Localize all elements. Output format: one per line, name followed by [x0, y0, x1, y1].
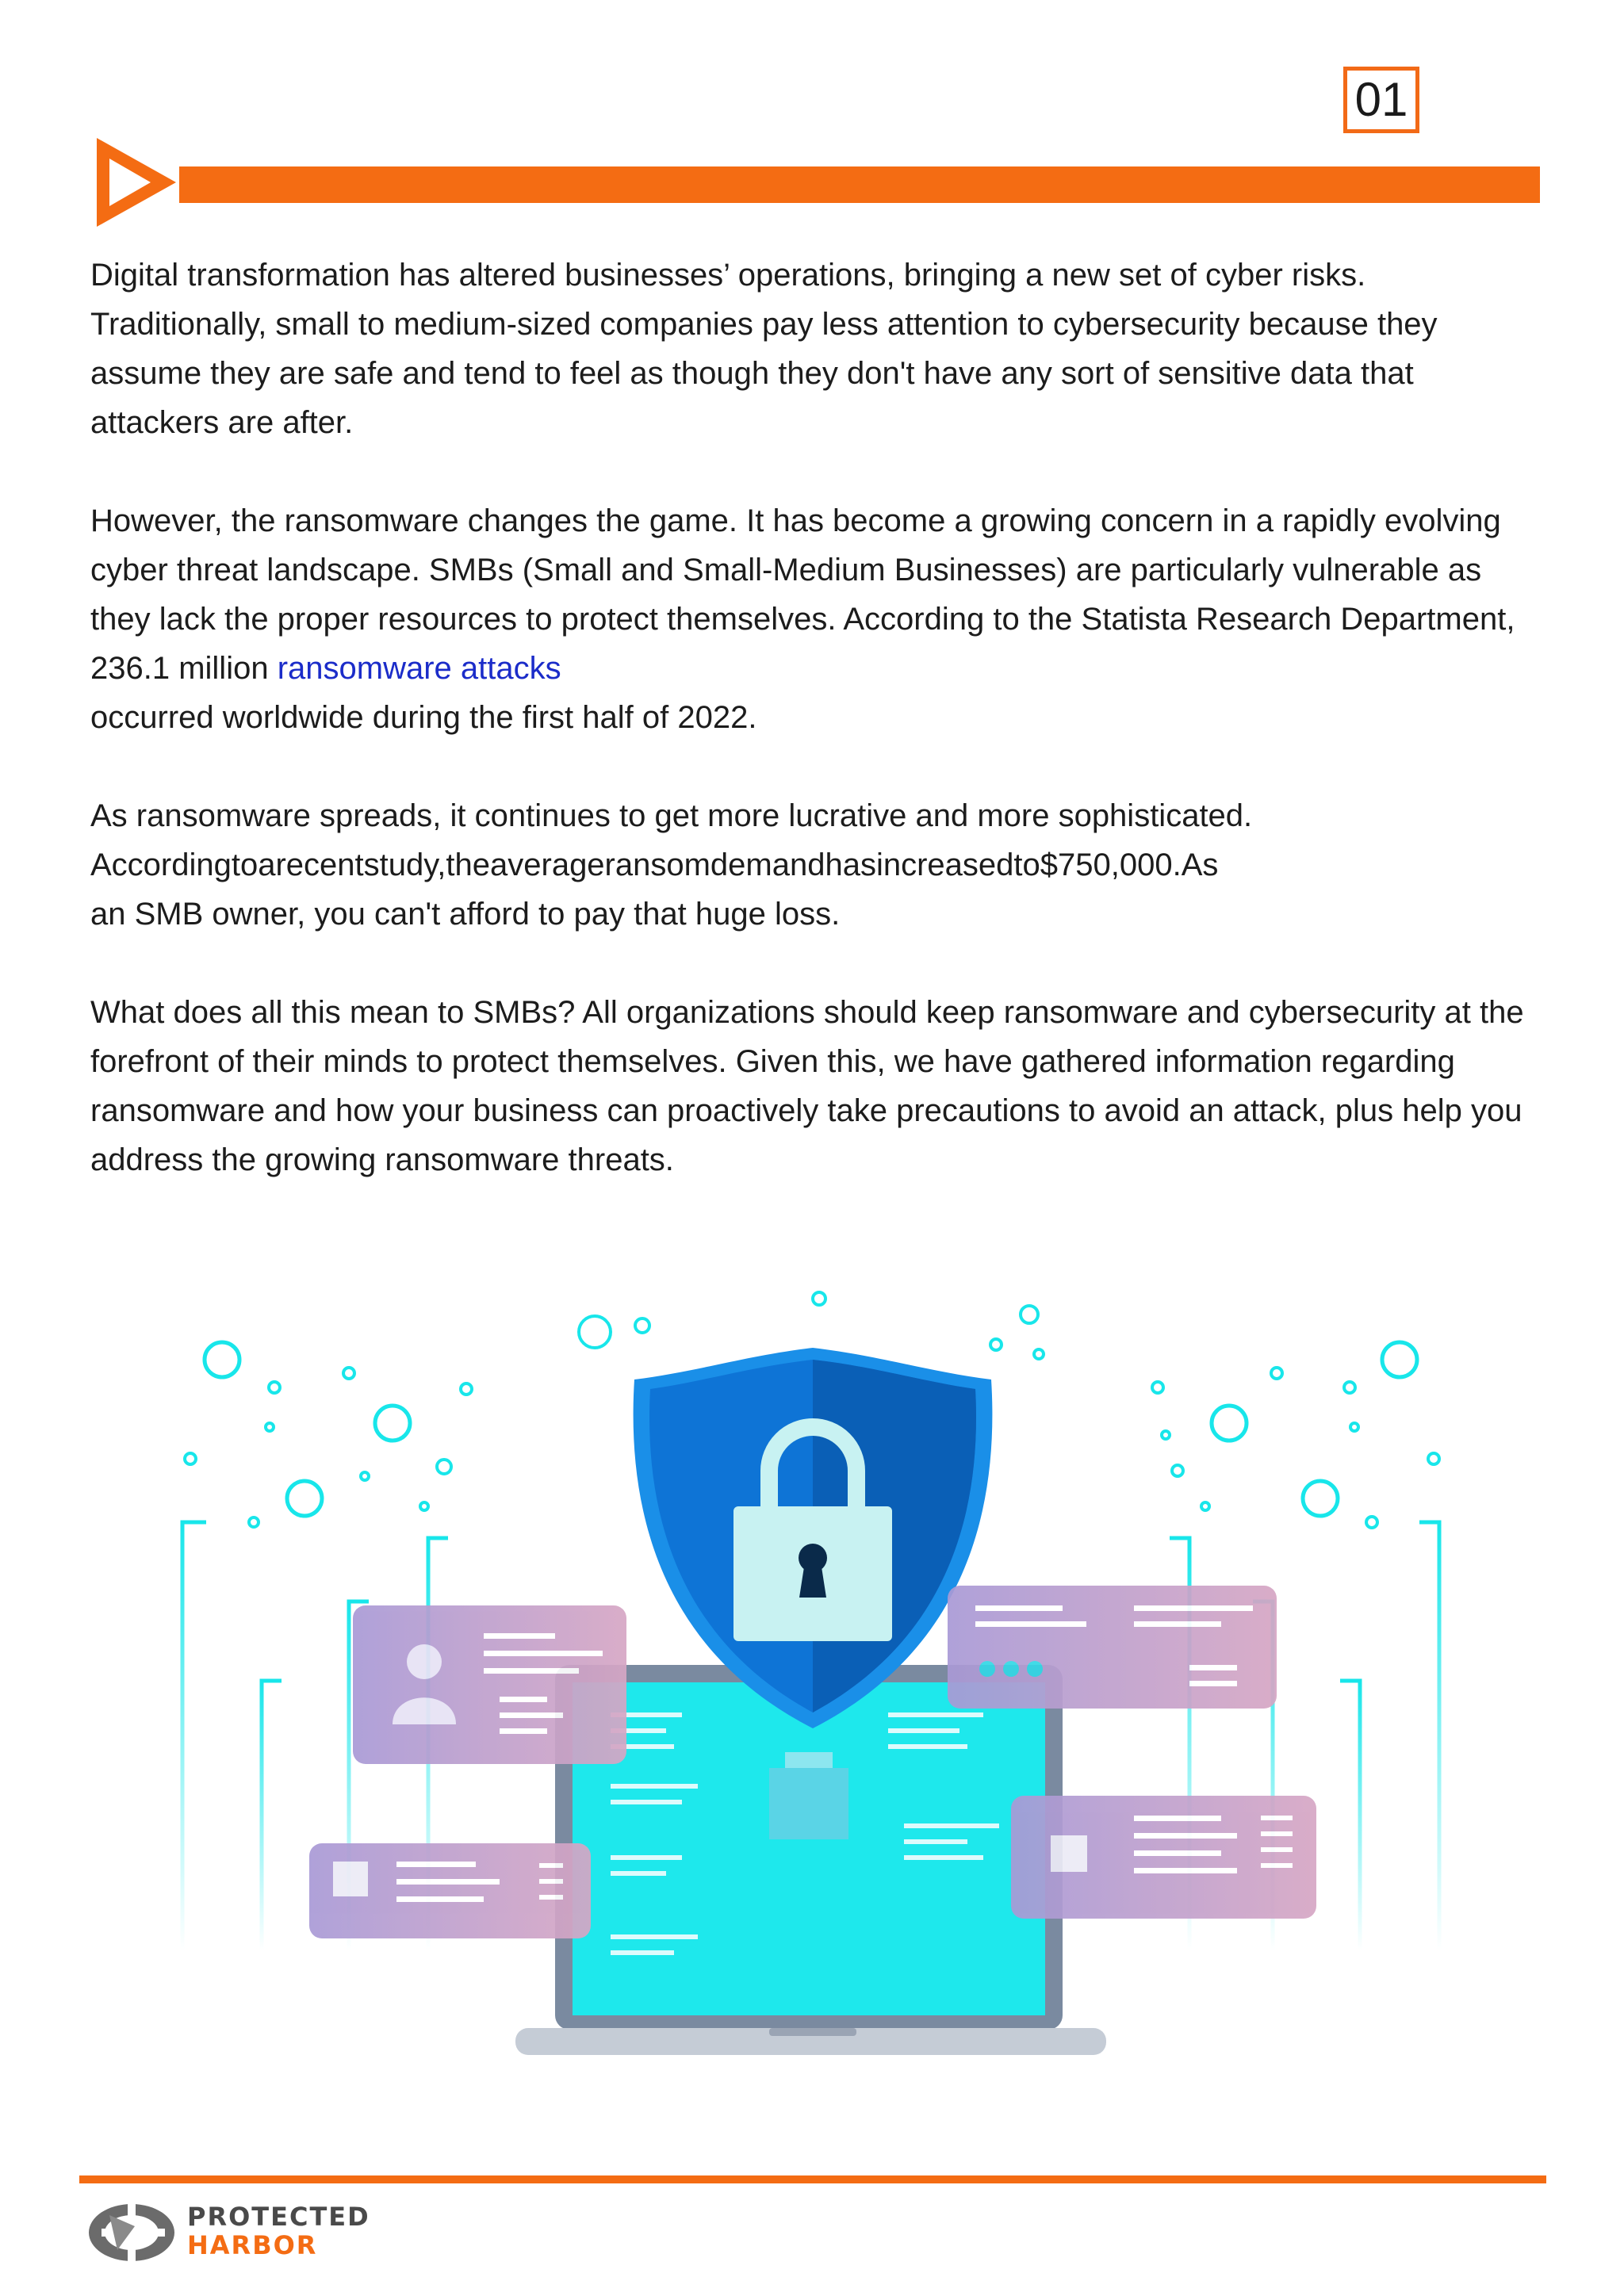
paragraph-smb-meaning: What does all this mean to SMBs? All organizations should keep ransomware and cybersecurity at the forefront of their minds to protect themselves. Given this, we have gathered information regarding ransomware and how your business can proactively take precautions to avoid an attack, plus help you address the growing ransomware threats.: [90, 995, 1524, 1177]
paragraph-text: occurred worldwide during the first half of 2022.: [90, 700, 757, 735]
logo-mark-icon: [86, 2195, 184, 2266]
list-card: [1011, 1796, 1316, 1919]
ransomware-attacks-link[interactable]: ransomware attacks: [277, 651, 561, 686]
header-accent-bar: [179, 166, 1540, 203]
body-text: [90, 251, 1542, 1184]
paragraph-intro: Digital transformation has altered businesses’ operations, bringing a new set of cyber risks. Traditionally, small to medium-sized companies pay less attention to cybersecurity because they assume they are safe and tend to feel as though they don't have any sort of sensitive data that attackers are after.: [90, 258, 1438, 440]
logo-text-protected: PROTECTED: [187, 2202, 370, 2232]
paragraph-line: an SMB owner, you can't afford to pay that huge loss.: [90, 897, 841, 932]
paragraph-ransom-demand: [90, 791, 1542, 939]
paragraph-text: However, the ransomware changes the game. It has become a growing concern in a rapidly evolving cyber threat landscape. SMBs (Small and Small-Medium Businesses) are particularly vulnerable as they lack the proper resources to protect themselves. According to the Statista Research Department, 236.1 million: [90, 503, 1515, 686]
document-card: [309, 1843, 591, 1938]
paragraph-ransomware-concern: [90, 496, 1542, 742]
profile-card: [353, 1605, 626, 1764]
paragraph-line: As ransomware spreads, it continues to get more lucrative and more sophisticated.: [90, 798, 1253, 833]
company-logo: [86, 2195, 387, 2266]
dots-card: [948, 1586, 1277, 1709]
logo-text-harbor: HARBOR: [187, 2230, 318, 2260]
play-arrow-icon: [92, 135, 181, 230]
paragraph-line: Accordingtoarecentstudy,theaverageransomdemandhasincreasedto$750,000.As: [90, 848, 1219, 882]
page-number: 01: [1343, 67, 1419, 133]
footer-accent-line: [79, 2175, 1546, 2183]
cybersecurity-illustration: [87, 1269, 1459, 2069]
